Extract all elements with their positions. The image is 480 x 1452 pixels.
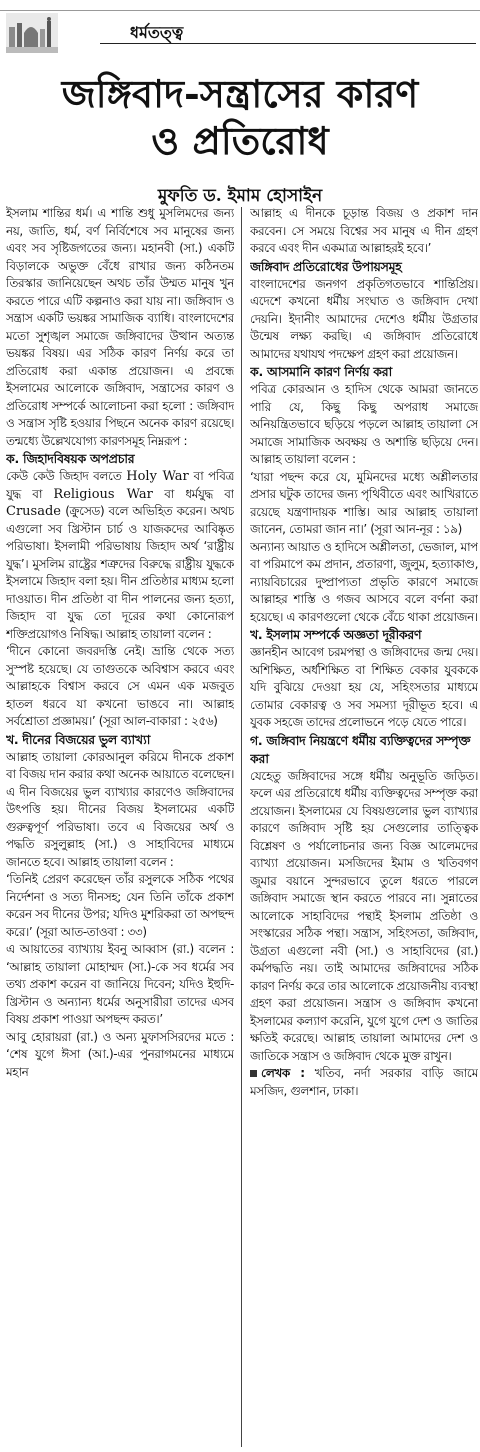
left-column xyxy=(6,205,234,1447)
quote-paragraph: ‘দীনে কোনো জবরদস্তি নেই। ভ্রান্তি থেকে সত্য সুস্পষ্ট হয়েছে। যে তাগুতকে অবিশ্বাস করবে এবং আল্লাহকে বিশ্বাস করবে সে এমন এক মজবুত হাতল ধরবে যা কখনো ভাঙবে না। আল্লাহ সর্বশ্রোতা প্রজ্ঞাময়।’ (সূরা আল-বাকারা : ২৫৬) xyxy=(6,644,234,728)
bullet-square-icon xyxy=(250,1070,257,1077)
top-strip xyxy=(0,0,480,11)
subheading: গ. জঙ্গিবাদ নিয়ন্ত্রণে ধর্মীয় ব্যক্তিত্বদের সম্পৃক্ত করা xyxy=(250,732,471,766)
paragraph: আল্লাহ এ দীনকে চূড়ান্ত বিজয় ও প্রকাশ দান করবেন। সে সময়ে বিশ্বের সব মানুষ এ দীন গ্রহণ করবে এবং দীন একমাত্র আল্লাহরই হবে।’ xyxy=(250,206,478,255)
subheading: জঙ্গিবাদ প্রতিরোধের উপায়সমূহ xyxy=(250,258,402,274)
quote-paragraph: ‘তিনিই প্রেরণ করেছেন তাঁর রসুলকে সঠিক পথের নির্দেশনা ও সত্য দীনসহ; যেন তিনি তাঁকে প্রকাশ করেন সব দীনের উপর; যদিও মুশরিকরা তা অপছন্দ করে।’ (সূরা আত-তাওবা : ৩৩) xyxy=(6,872,234,939)
subheading: ক. আসমানি কারণ নির্ণয় করা xyxy=(250,364,392,379)
byline: মুফতি ড. ইমাম হোসাইন xyxy=(157,186,323,206)
subheading: খ. দীনের বিজয়ের ভুল ব্যাখ্যা xyxy=(6,731,151,747)
paragraph: এ আয়াতের ব্যাখ্যায় ইবনু আব্বাস (রা.) বলেন : ‘আল্লাহ তায়ালা মোহাম্মদ (সা.)-কে সব ধর্মের সব তথ্য প্রকাশ করেন বা জানিয়ে দিবেন; যদিও ইহুদি-খ্রিস্টান ও অন্যান্য ধর্মের অনুসারীরা তাদের এসব বিষয় প্রকাশ পাওয়া অপছন্দ করত।’ xyxy=(6,942,234,1026)
paragraph xyxy=(6,468,234,643)
section-tag: ধর্মতত্ত্ব xyxy=(130,23,184,42)
paragraph: অন্যান্য আয়াত ও হাদিসে অশ্লীলতা, ভেজাল, মাপ বা পরিমাপে কম প্রদান, প্রতারণা, জুলুম, হত্যাকাণ্ড, ন্যায়বিচারের দুষ্প্রাপ্যতা প্রভৃতি কারণে সমাজে আল্লাহর শাস্তি ও গজব আসবে বলে বর্ণনা করা হয়েছে। এ কারণগুলো থেকে বেঁচে থাকা প্রয়োজন। xyxy=(250,539,478,624)
column-divider xyxy=(241,207,242,1447)
paragraph: বাংলাদেশের জনগণ প্রকৃতিগতভাবে শান্তিপ্রিয়। এদেশে কখনো ধর্মীয় সংঘাত ও জঙ্গিবাদ দেখা দেয়নি। ইদানীং আমাদের দেশেও ধর্মীয় উগ্রতার উন্মেষ লক্ষ্য করছি। এ জঙ্গিবাদ প্রতিরোধে আমাদের যথাযথ পদক্ষেপ গ্রহণ করা প্রয়োজন। xyxy=(250,276,478,361)
paragraph: আবু হোরায়রা (রা.) ও অন্য মুফাসসিরদের মতে : ‘শেষ যুগে ঈসা (আ.)-এর পুনরাগমনের মাধ্যমে মহান xyxy=(6,1029,234,1079)
author-text: খতিব, নর্দা সরকার বাড়ি জামে মসজিদ, গুলশান, ঢাকা। xyxy=(250,1066,478,1098)
text-run: কেউ কেউ জিহাদ বলতে xyxy=(6,469,127,483)
right-column xyxy=(250,205,478,1447)
subheading: খ. ইসলাম সম্পর্কে অজ্ঞতা দূরীকরণ xyxy=(250,627,422,642)
latin-term: Religious War xyxy=(53,486,153,502)
quote-paragraph: ‘যারা পছন্দ করে যে, মুমিনদের মধ্যে অশ্লীলতার প্রসার ঘটুক তাদের জন্য পৃথিবীতে এবং আখিরাতে রয়েছে যন্ত্রণাদায়ক শাস্তি। আর আল্লাহ তায়ালা জানেন, তোমরা জান না।’ (সূরা আন-নূর : ১৯) xyxy=(250,469,478,536)
paragraph: ইসলাম শান্তির ধর্ম। এ শান্তি শুধু মুসলিমদের জন্য নয়, জাতি, ধর্ম, বর্ণ নির্বিশেষে সব মানুষের জন্য এবং সব সৃষ্টিজগতের জন্য। মহানবী (সা.) একটি বিড়ালকে অভুক্ত বেঁধে রাখার জন্য কঠিনতম তিরস্কার জানিয়েছেন অথচ তাঁর উম্মত মানুষ খুন করতে পারে এটি কল্পনাও করা যায় না। জঙ্গিবাদ ও সন্ত্রাস একটি ভয়ঙ্কর সামাজিক ব্যাধি। বাংলাদেশের মতো সুশৃঙ্খল সমাজে জঙ্গিবাদের উত্থান অত্যন্ত ভয়ঙ্কর বিষয়। এর সঠিক কারণ নির্ণয় করে তা প্রতিরোধ করা একান্ত প্রয়োজন। এ প্রবন্ধে ইসলামের আলোকে জঙ্গিবাদ, সন্ত্রাসের কারণ ও প্রতিরোধ সম্পর্কে আলোচনা করা হলো : জঙ্গিবাদ ও সন্ত্রাস সৃষ্টি হওয়ার পিছনে অনেক কারণ রয়েছে। তন্মধ্যে উল্লেখযোগ্য কারণসমূহ নিম্নরূপ : xyxy=(6,206,234,448)
paragraph: পবিত্র কোরআন ও হাদিস থেকে আমরা জানতে পারি যে, কিছু কিছু অপরাধ সমাজে অনিয়ন্ত্রিতভাবে ছড়িয়ে পড়লে আল্লাহ তায়ালা সে সমাজে সামাজিক অবক্ষয় ও অশান্তি ছড়িয়ে দেন। আল্লাহ তায়ালা বলেন : xyxy=(250,382,478,466)
text-run: বা পবিত্র যুদ্ধ বা xyxy=(6,469,234,501)
paragraph: যেহেতু জঙ্গিবাদের সঙ্গে ধর্মীয় অনুভূতি জড়িত। ফলে এর প্রতিরোধে ধর্মীয় ব্যক্তিত্বদের সম্পৃক্ত করা প্রয়োজন। ইসলামের যে বিষয়গুলোর ভুল ব্যাখ্যার কারণে জঙ্গিবাদ সৃষ্টি হয় সেগুলোর তাত্ত্বিক বিশ্লেষণ ও পর্যালোচনার জন্য বিজ্ঞ আলেমদের ব্যাখ্যা প্রয়োজন। মসজিদের ইমাম ও খতিবগণ জুমার বয়ানে সুন্দরভাবে তুলে ধরতে পারলে জঙ্গিবাদ সমাজে স্থান করতে পারবে না। সুন্নাতের আলোকে সাহাবিদের পন্থাই ইসলাম প্রতিষ্ঠা ও সংস্কারের সঠিক পন্থা। সন্ত্রাস, সহিংসতা, জঙ্গিবাদ, উগ্রতা এগুলো নবী (সা.) ও সাহাবিদের (রা.) কর্মপদ্ধতি নয়। তাই আমাদের জঙ্গিবাদের সঠিক কারণ নির্ণয় করে তার আলোকে প্রয়োজনীয় ব্যবস্থা গ্রহণ করা প্রয়োজন। সন্ত্রাস ও জঙ্গিবাদ কখনো ইসলামের কল্যাণ করেনি, যুগে যুগে দেশ ও জাতির ক্ষতিই করেছে। আল্লাহ তায়ালা আমাদের দেশ ও জাতিকে সন্ত্রাস ও জঙ্গিবাদ থেকে মুক্ত রাখুন। xyxy=(250,768,478,1063)
headline-line-2: ও প্রতিরোধ xyxy=(151,118,329,163)
author-label: লেখক : xyxy=(261,1066,305,1080)
text-run: বা ধর্মযুদ্ধ বা xyxy=(152,486,234,501)
latin-term: Crusade xyxy=(6,504,61,519)
subheading: ক. জিহাদবিষয়ক অপপ্রচার xyxy=(6,451,135,466)
text-run: (ক্রুসেড) বলে অভিহিত করেন। অথচ এগুলো সব খ্রিস্টান চার্চ ও যাজকদের আবিষ্কৃত পরিভাষা। ইসলামী পরিভাষায় জিহাদ অর্থ ‘রাষ্ট্রীয় যুদ্ধ’। মুসলিম রাষ্ট্রের শত্রুদের বিরুদ্ধে রাষ্ট্রীয় যুদ্ধকে ইসলামে জিহাদ বলা হয়। দীন প্রতিষ্ঠার মাধ্যম হলো দাওয়াত। দীন প্রতিষ্ঠা বা দীন পালনের জন্য হত্যা, জিহাদ বা যুদ্ধ তো দূরের কথা কোনোরূপ শক্তিপ্রয়োগও নিষিদ্ধ। আল্লাহ তায়ালা বলেন : xyxy=(6,504,234,641)
headline-line-1: জঙ্গিবাদ-সন্ত্রাসের কারণ xyxy=(61,71,419,116)
section-logo-icon xyxy=(6,13,58,53)
paragraph: জ্ঞানহীন আবেগ চরমপন্থা ও জঙ্গিবাদের জন্ম দেয়। অশিক্ষিত, অর্ধশিক্ষিত বা শিক্ষিত বেকার যুবককে যদি বুঝিয়ে দেওয়া হয় যে, সহিংসতার মাধ্যমে তোমার বেকারত্ব ও সব সমস্যা দূরীভূত হবে। এ যুবক সহজে তাদের প্রলোভনে পড়ে যেতে পারে। xyxy=(250,645,478,729)
paragraph: আল্লাহ তায়ালা কোরআনুল করিমে দীনকে প্রকাশ বা বিজয় দান করার কথা অনেক আয়াতে বলেছেন। এ দীন বিজয়ের ভুল ব্যাখ্যার কারণেও জঙ্গিবাদের উৎপত্তি হয়। দীনের বিজয় ইসলামের একটি গুরুত্বপূর্ণ পরিভাষা। তবে এ বিজয়ের অর্থ ও পদ্ধতি রসুলুল্লাহ (সা.) ও সাহাবিদের মাধ্যমে জানতে হবে। আল্লাহ তায়ালা বলেন : xyxy=(6,749,234,869)
author-note xyxy=(250,1065,478,1100)
headline xyxy=(0,70,480,164)
latin-term: Holy War xyxy=(126,469,189,484)
header-rule xyxy=(100,43,476,44)
